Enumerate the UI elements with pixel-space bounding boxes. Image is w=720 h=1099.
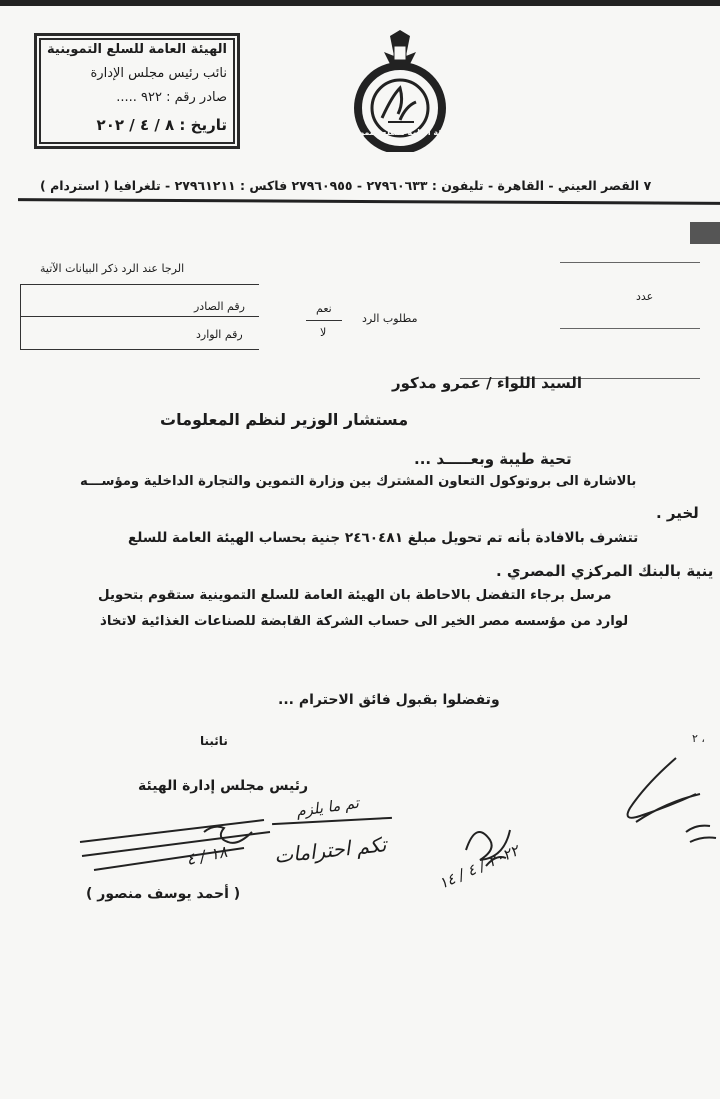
handwritten-note-2: تكم احترامات <box>273 832 388 868</box>
number-rule-top <box>560 262 700 263</box>
incoming-number-label: رقم الوارد <box>196 328 243 341</box>
logo-caption: الهيئة العامة للسلع التموينية <box>345 128 456 137</box>
closing-line: وتفضلوا بقبول فائق الاحترام ... <box>278 692 500 708</box>
paragraph-2-line-1: تتشرف بالافادة بأنه تم تحويل مبلغ ٢٤٦٠٤٨١ جنية بحساب الهيئة العامة للسلع <box>128 530 639 546</box>
initials-scribble-icon <box>456 810 536 880</box>
paragraph-1-line-2: لخير . <box>656 504 699 522</box>
reply-no: لا <box>320 326 327 339</box>
margin-signature-icon <box>616 752 720 852</box>
stamp-date: تاريخ : ٨ / ٤ / ٢٠٢ <box>96 116 227 134</box>
reply-required-label: مطلوب الرد <box>362 312 418 325</box>
outgoing-number-label: رقم الصادر <box>194 300 245 313</box>
number-rule-bottom <box>560 328 700 329</box>
left-margin-mark: ، ٢ <box>692 732 705 745</box>
paragraph-3-line-2: لوارد من مؤسسه مصر الخير الى حساب الشركة القابضة للصناعات الغذائية لاتخاذ <box>100 614 629 629</box>
issue-stamp <box>34 33 240 149</box>
stamp-authority: الهيئة العامة للسلع التموينية <box>47 42 227 57</box>
contact-line: ٧ القصر العيني - القاهرة - تليفون : ٢٧٩٦٠٦٣٣ - ٢٧٩٦٠٩٥٥ فاكس : ٢٧٩٦١٢١١ - تلغرافيا ( استردام ) <box>40 178 652 193</box>
stamp-office: نائب رئيس مجلس الإدارة <box>90 66 227 81</box>
handwritten-note-1: تم ما يلزم <box>295 793 360 821</box>
signer-title: رئيس مجلس إدارة الهيئة <box>138 778 309 794</box>
sign-intro: نائبنا <box>200 734 228 748</box>
handwritten-date-2: ٢٠٢٢ / ٤ / ١٤ <box>436 841 522 893</box>
paragraph-3-line-1: مرسل برجاء التفضل بالاحاطة بان الهيئة العامة للسلع التموينية ستقوم بتحويل <box>98 588 612 603</box>
header-divider <box>18 198 720 205</box>
stamp-number: صادر رقم : ٩٢٢ ..... <box>116 90 227 105</box>
reply-yes: نعم <box>316 302 332 315</box>
number-label: عدد <box>636 290 654 303</box>
signer-name: ( أحمد يوسف منصور ) <box>86 886 241 902</box>
signature-scribble-icon <box>74 812 274 882</box>
note-underline <box>272 817 392 825</box>
handwritten-date-1: ١٨ / ٤ <box>184 841 229 870</box>
recipient-position: مستشار الوزير لنظم المعلومات <box>160 410 409 429</box>
fraction-line <box>306 320 342 321</box>
paragraph-2-line-2: ينية بالبنك المركزي المصري . <box>496 562 714 580</box>
reference-instruction: الرجا عند الرد ذكر البيانات الآتية <box>40 262 185 275</box>
recipient-title: السيد اللواء / عمرو مدكور <box>392 374 582 392</box>
edge-shadow <box>690 222 720 244</box>
paragraph-1-line-1: بالاشارة الى بروتوكول التعاون المشترك بين وزارة التموين والتجارة الداخلية ومؤســـه <box>80 474 637 489</box>
greeting: تحية طيبة وبعـــــد ... <box>414 450 572 468</box>
top-border <box>0 0 720 6</box>
